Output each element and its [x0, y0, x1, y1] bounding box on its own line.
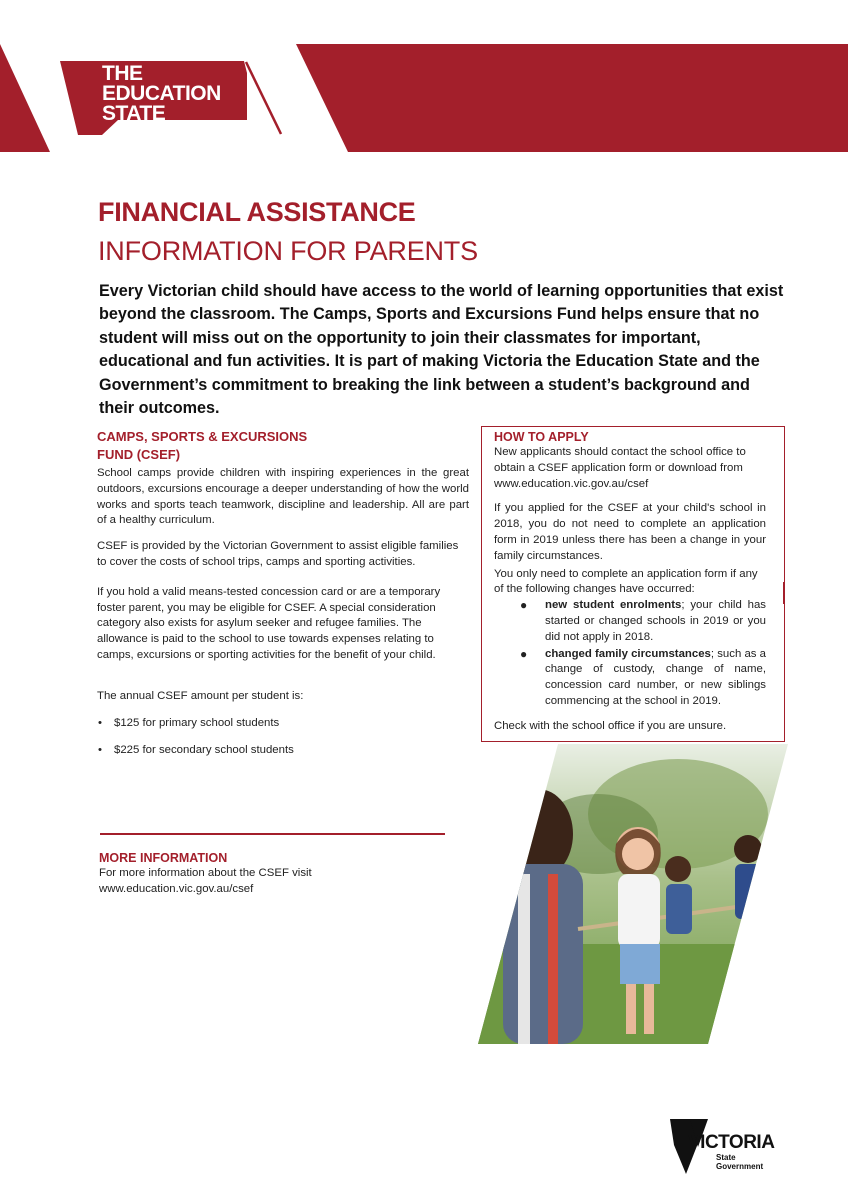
how-to-apply-box	[481, 426, 785, 742]
csef-heading: CAMPS, SPORTS & EXCURSIONS FUND (CSEF)	[97, 429, 308, 462]
intro-paragraph: Every Victorian child should have access to the world of learning opportunities that exist beyond the classroom. The Camps, Sports and Excursions Fund helps ensure that no student will miss out on the opportunity to join their classmates for important, educational and fun activities. It is part of making Victoria the Education State and the Government’s commitment to breaking the link between a student’s background and their outcomes.	[99, 282, 784, 418]
apply-change-list	[494, 598, 766, 710]
list-item: • $125 for primary school students	[98, 716, 280, 729]
box-side-mark	[783, 582, 785, 604]
list-item: • $225 for secondary school students	[98, 743, 294, 756]
children-playing-photo	[478, 744, 788, 1044]
page-title: FINANCIAL ASSISTANCE	[98, 197, 416, 227]
csef-amount-list	[97, 716, 469, 758]
apply-closing: Check with the school office if you are unsure.	[494, 719, 727, 732]
csef-para-2: CSEF is provided by the Victorian Government to assist eligible families to cover the costs of school trips, camps and sporting activities.	[97, 540, 459, 568]
victoria-government-logo: VICTORIA State Government	[668, 1117, 778, 1177]
more-info-link[interactable]: www.education.vic.gov.au/csef	[99, 882, 254, 895]
more-info-line-1: For more information about the CSEF visit	[99, 867, 312, 879]
apply-para-3: You only need to complete an application form if any of the following changes have occurred:	[494, 567, 758, 596]
csef-para-3: If you hold a valid means-tested concession card or are a temporary foster parent, you may be eligible for CSEF. A special consideration category also exists for asylum seeker and refugee families. The allowance is paid to the school to use towards expenses relating to camps, excursions or sporting activities for the benefit of your child.	[97, 585, 441, 661]
list-item: ● changed family circumstances; such as a change of custody, change of name, concession card number, or new siblings commencing at the school in 2019.	[520, 646, 766, 707]
section-divider	[100, 833, 445, 835]
page-subtitle: INFORMATION FOR PARENTS	[98, 236, 478, 266]
list-item: ● new student enrolments; your child has started or changed schools in 2019 or you did not apply in 2018.	[520, 598, 766, 643]
how-to-apply-heading: HOW TO APPLY	[494, 430, 589, 444]
more-info-section	[99, 850, 399, 898]
apply-para-2: If you applied for the CSEF at your child's school in 2018, you do not need to complete an application form in 2019 unless there has been a change in your family circumstances.	[494, 502, 766, 562]
csef-para-1: School camps provide children with inspiring experiences in the great outdoors, excursions encourage a deeper understanding of how the world works and sports teach teamwork, discipline and leadership. All are part of a healthy curriculum.	[97, 467, 469, 527]
education-state-logo: THE EDUCATION STATE	[102, 62, 221, 125]
csef-amount-intro: The annual CSEF amount per student is:	[97, 689, 304, 702]
csef-section	[97, 428, 469, 758]
more-info-heading: MORE INFORMATION	[99, 851, 228, 865]
apply-para-1: New applicants should contact the school office to obtain a CSEF application form or download from www.education.vic.gov.au/csef	[494, 446, 746, 490]
